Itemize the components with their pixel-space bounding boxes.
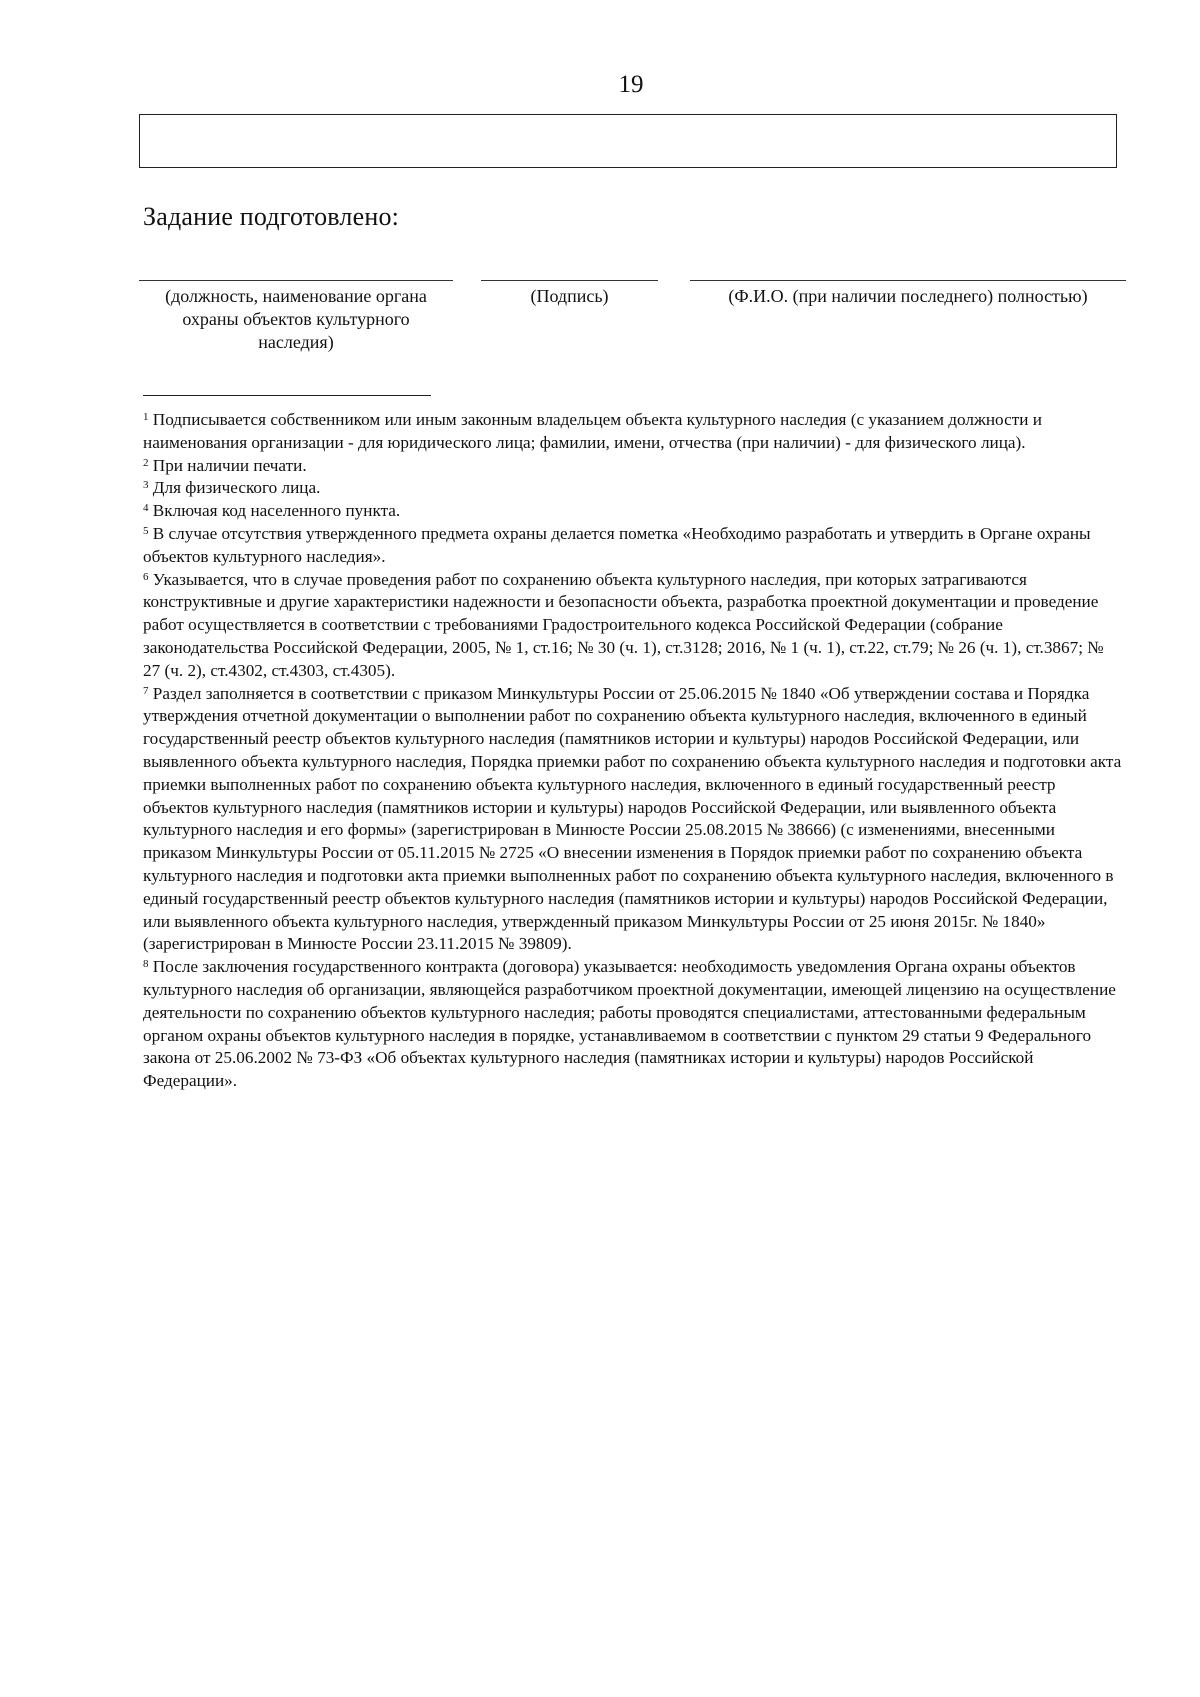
- footnote-mark: 4: [143, 502, 149, 515]
- footnote-5: [143, 523, 1123, 569]
- footnote-1: [143, 409, 1123, 455]
- footnote-text: При наличии печати.: [152, 455, 307, 475]
- footnotes: [143, 409, 1123, 1093]
- footnote-mark: 8: [143, 958, 149, 971]
- footnote-mark: 1: [143, 411, 149, 423]
- footnote-3: [143, 477, 1123, 500]
- footnote-mark: 3: [143, 479, 149, 492]
- footnote-text: Раздел заполняется в соответствии с приказом Минкультуры России от 25.06.2015 № 1840 «Об утверждении состава и Порядка утверждения отчетной документации о выполнении работ по сохранению объекта культурного наследия, включенного в единый государственный реестр объектов культурного наследия (памятников истории и культуры) народов Российской Федерации, или выявленного объекта культурного наследия, Порядка приемки работ по сохранению объекта культурного наследия и подготовки акта приемки выполненных работ по сохранению объекта культурного наследия, включенного в единый государственный реестр объектов культурного наследия (памятников истории и культуры) народов Российской Федерации, или выявленного объекта культурного наследия и его формы» (зарегистрирован в Минюсте России 25.08.2015 № 38666) (с изменениями, внесенными приказом Минкультуры России от 05.11.2015 № 2725 «О внесении изменения в Порядок приемки работ по сохранению объекта культурного наследия и подготовки акта приемки выполненных работ по сохранению объекта культурного наследия, включенного в единый государственный реестр объектов культурного наследия (памятников истории и культуры) народов Российской Федерации, или выявленного объекта культурного наследия, утвержденный приказом Минкультуры России от 25 июня 2015г. № 1840» (зарегистрирован в Минюсте России 23.11.2015 № 39809).: [143, 683, 1122, 954]
- footnote-mark: 7: [143, 684, 149, 697]
- footnote-text: В случае отсутствия утвержденного предмета охраны делается пометка «Необходимо разработать и утвердить в Органе охраны объектов культурного наследия».: [143, 523, 1091, 566]
- empty-form-field-box: [139, 114, 1117, 168]
- footnote-8: [143, 956, 1123, 1093]
- footnote-mark: 5: [143, 524, 149, 537]
- footnote-2: [143, 455, 1123, 478]
- footnote-6: [143, 569, 1123, 683]
- footnote-separator: [143, 395, 431, 396]
- footnote-text: После заключения государственного контракта (договора) указывается: необходимость уведомления Органа охраны объектов культурного наследия об организации, являющейся разработчиком проектной документации, имеющей лицензию на осуществление деятельности по сохранению объектов культурного наследия; работы проводятся специалистами, аттестованными федеральным органом охраны объектов культурного наследия в порядке, устанавливаемом в соответствии с пунктом 29 статьи 9 Федерального закона от 25.06.2002 № 73-ФЗ «Об объектах культурного наследия (памятниках истории и культуры) народов Российской Федерации».: [143, 957, 1116, 1091]
- footnote-text: Подписывается собственником или иным законным владельцем объекта культурного наследия (с указанием должности и наименования организации - для юридического лица; фамилии, имени, отчества (при наличии) - для физического лица).: [143, 410, 1042, 452]
- footnote-4: [143, 500, 1123, 523]
- footnote-mark: 2: [143, 456, 149, 469]
- position-caption: (должность, наименование органа охраны объектов культурного наследия): [165, 286, 427, 352]
- full-name-caption: (Ф.И.О. (при наличии последнего) полностью): [728, 286, 1088, 306]
- position-signature-line: [139, 280, 453, 281]
- footnote-text: Указывается, что в случае проведения работ по сохранению объекта культурного наследия, при которых затрагиваются конструктивные и другие характеристики надежности и безопасности объекта, разработка проектной документации и проведение работ осуществляется в соответствии с требованиями Градостроительного кодекса Российской Федерации (собрание законодательства Российской Федерации, 2005, № 1, ст.16; № 30 (ч. 1), ст.3128; 2016, № 1 (ч. 1), ст.22, ст.79; № 26 (ч. 1), ст.3867; № 27 (ч. 2), ст.4302, ст.4303, ст.4305).: [143, 569, 1104, 680]
- page-number: 19: [618, 71, 644, 98]
- signature-line: [481, 280, 658, 281]
- full-name-signature-line: [690, 280, 1126, 281]
- footnote-text: Для физического лица.: [152, 478, 321, 498]
- footnote-7: [143, 683, 1123, 957]
- footnote-mark: 6: [143, 570, 149, 583]
- signature-caption: (Подпись): [530, 286, 609, 306]
- footnote-text: Включая код населенного пункта.: [152, 501, 401, 521]
- prepared-by-heading: Задание подготовлено:: [143, 202, 400, 231]
